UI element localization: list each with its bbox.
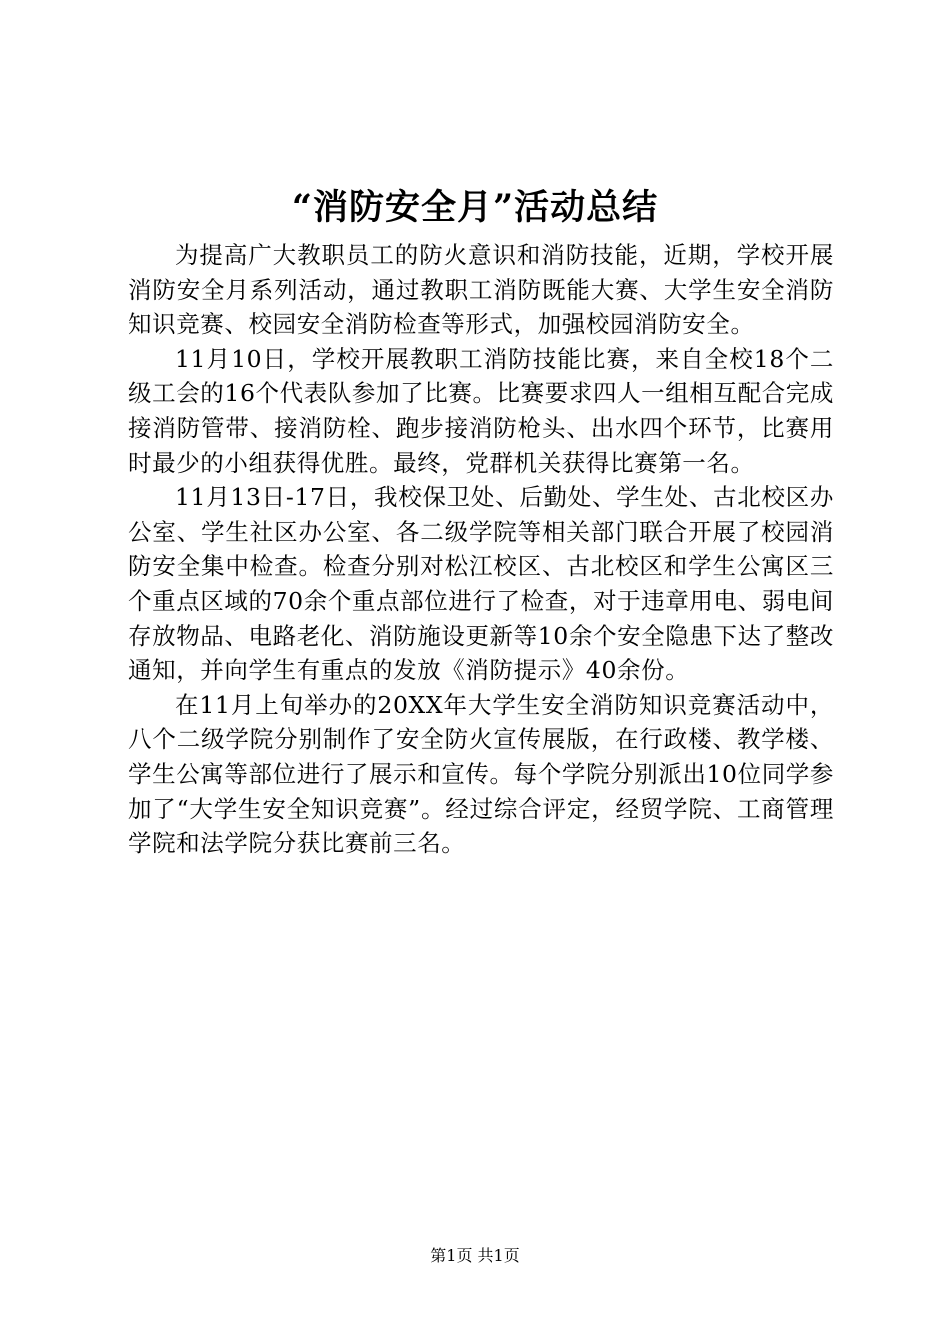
document-title: “消防安全月”活动总结 [291, 187, 659, 228]
paragraph-skills-competition: 11月10日，学校开展教职工消防技能比赛，来自全校18个二级工会的16个代表队参加了比赛。比赛要求四人一组相互配合完成接消防管带、接消防栓、跑步接消防枪头、出水四个环节，比赛用时最少的小组获得优胜。最终，党群机关获得比赛第一名。 [128, 344, 834, 477]
paragraph-intro: 为提高广大教职员工的防火意识和消防技能，近期，学校开展消防安全月系列活动，通过教职工消防既能大赛、大学生安全消防知识竞赛、校园安全消防检查等形式，加强校园消防安全。 [128, 241, 834, 339]
paragraph-safety-inspection: 11月13日-17日，我校保卫处、后勤处、学生处、古北校区办公室、学生社区办公室、各二级学院等相关部门联合开展了校园消防安全集中检查。检查分别对松江校区、古北校区和学生公寓区三个重点区域的70余个重点部位进行了检查，对于违章用电、弱电间存放物品、电路老化、消防施设更新等10余个安全隐患下达了整改通知，并向学生有重点的发放《消防提示》40余份。 [128, 483, 834, 685]
document-body [128, 238, 834, 861]
paragraph-knowledge-contest: 在11月上旬举办的20XX年大学生安全消防知识竞赛活动中，八个二级学院分别制作了安全防火宣传展版，在行政楼、教学楼、学生公寓等部位进行了展示和宣传。每个学院分别派出10位同学参加了“大学生安全知识竞赛”。经过综合评定，经贸学院、工商管理学院和法学院分获比赛前三名。 [128, 690, 834, 858]
page-footer: 第1页 共1页 [430, 1246, 520, 1265]
